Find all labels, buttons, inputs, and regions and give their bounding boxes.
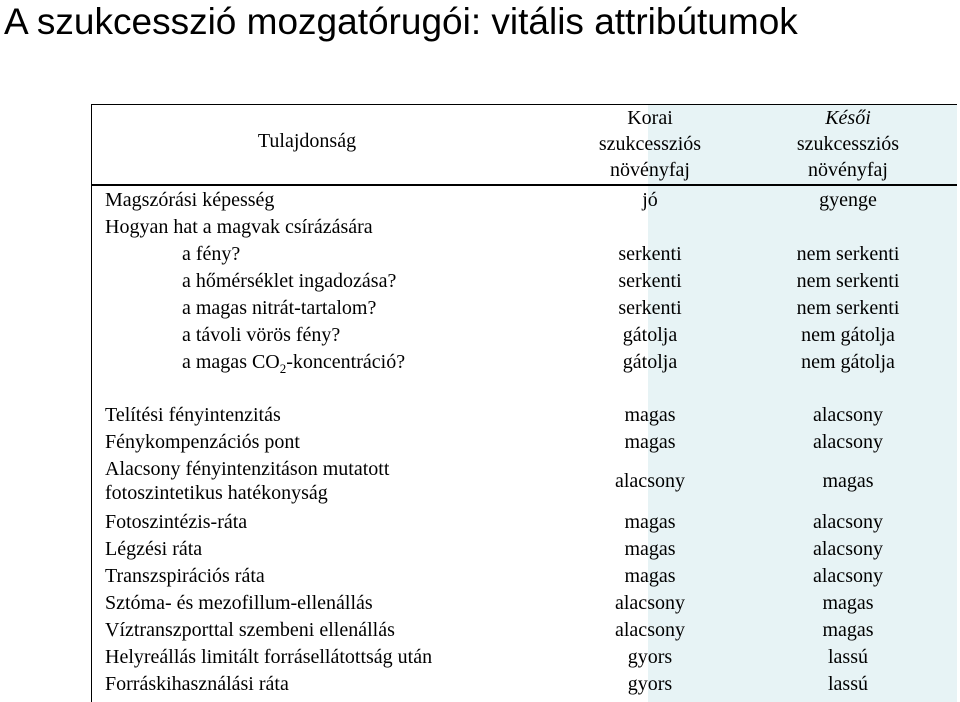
attribute-table xyxy=(91,104,957,702)
row-early: serkenti xyxy=(618,297,682,319)
row-late: nem serkenti xyxy=(796,270,900,292)
row-prop: a hőmérséklet ingadozása? xyxy=(182,270,397,292)
row-early: magas xyxy=(624,565,676,587)
row-early: gátolja xyxy=(622,324,678,346)
row-late: magas xyxy=(822,470,874,492)
row-late: lassú xyxy=(828,673,868,695)
header-late-line2: szukcessziós xyxy=(796,133,900,155)
row-prop: Hogyan hat a magvak csírázására xyxy=(105,216,373,238)
co2-prefix: a magas CO xyxy=(182,351,280,373)
row-early: alacsony xyxy=(615,470,685,492)
row-early: gyors xyxy=(627,673,673,695)
row-prop: Telítési fényintenzitás xyxy=(105,404,281,426)
row-prop: Forráskihasználási ráta xyxy=(105,673,289,695)
row-early: magas xyxy=(624,538,676,560)
row-late: gyenge xyxy=(819,189,877,211)
row-prop: Helyreállás limitált forrásellátottság után xyxy=(105,646,433,668)
row-early: gátolja xyxy=(622,351,678,373)
row-early: serkenti xyxy=(618,270,682,292)
row-early: magas xyxy=(624,404,676,426)
row-prop-line1: Alacsony fényintenzitáson mutatott xyxy=(105,458,390,480)
row-prop: a távoli vörös fény? xyxy=(182,324,341,346)
row-late: nem serkenti xyxy=(796,243,900,265)
row-prop: Fotoszintézis-ráta xyxy=(105,511,248,533)
row-late: nem serkenti xyxy=(796,297,900,319)
row-late: alacsony xyxy=(813,538,883,560)
row-early: serkenti xyxy=(618,243,682,265)
co2-suffix: -koncentráció? xyxy=(286,351,406,373)
header-divider xyxy=(92,184,957,186)
row-prop: Fénykompenzációs pont xyxy=(105,431,300,453)
header-late-line3: növényfaj xyxy=(808,159,888,181)
row-prop: Sztóma- és mezofillum-ellenállás xyxy=(105,592,373,614)
header-property: Tulajdonság xyxy=(257,130,357,152)
row-late: alacsony xyxy=(813,511,883,533)
header-early-line2: szukcessziós xyxy=(598,133,702,155)
row-prop: Légzési ráta xyxy=(105,538,203,560)
co2-subscript: 2 xyxy=(279,361,287,376)
row-early: alacsony xyxy=(615,619,685,641)
row-prop: Víztranszporttal szembeni ellenállás xyxy=(105,619,395,641)
row-early: magas xyxy=(624,431,676,453)
row-late: lassú xyxy=(828,646,868,668)
row-early: alacsony xyxy=(615,592,685,614)
row-early: gyors xyxy=(627,646,673,668)
row-early: jó xyxy=(642,189,658,211)
header-early-line3: növényfaj xyxy=(610,159,690,181)
row-prop: Magszórási képesség xyxy=(105,189,275,211)
row-prop: Transzspirációs ráta xyxy=(105,565,265,587)
slide-title: A szukcesszió mozgatórugói: vitális attribútumok xyxy=(4,1,798,42)
row-late: nem gátolja xyxy=(801,351,895,373)
row-prop: a fény? xyxy=(182,243,241,265)
header-early-line1: Korai xyxy=(627,107,673,129)
row-late: magas xyxy=(822,592,874,614)
row-early: magas xyxy=(624,511,676,533)
row-late: alacsony xyxy=(813,404,883,426)
row-late: magas xyxy=(822,619,874,641)
row-late: alacsony xyxy=(813,431,883,453)
row-prop-co2 xyxy=(182,349,405,375)
row-prop: a magas nitrát-tartalom? xyxy=(182,297,377,319)
row-prop-line2: fotoszintetikus hatékonyság xyxy=(105,482,328,504)
row-late: nem gátolja xyxy=(801,324,895,346)
row-late: alacsony xyxy=(813,565,883,587)
header-late-line1: Késői xyxy=(825,107,871,129)
